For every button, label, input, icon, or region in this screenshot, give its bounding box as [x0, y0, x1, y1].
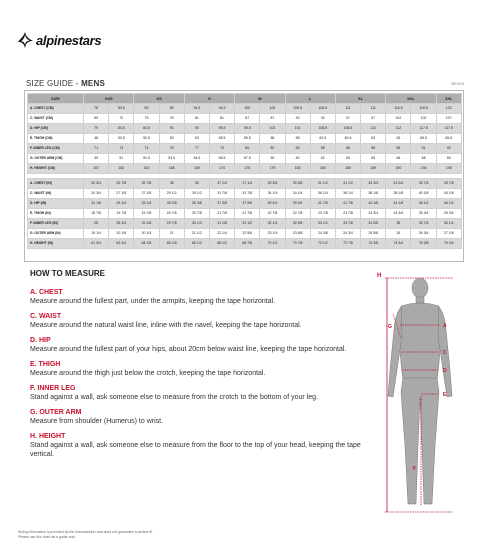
label-e: E	[443, 392, 447, 398]
table-cell: 65.5	[411, 134, 436, 144]
table-cell: 107	[436, 114, 461, 124]
table-cell: 29 1/2	[184, 189, 209, 199]
table-cell: 54.5	[184, 154, 209, 164]
table-cell: 35 3/8	[184, 199, 209, 209]
table-cell: 22 5/8	[235, 229, 260, 239]
table-cell: 46 1/4	[436, 199, 461, 209]
table-cell: 36 1/4	[310, 189, 335, 199]
table-cell: 22 7/8	[260, 209, 285, 219]
table-cell: 112	[361, 124, 386, 134]
table-cell: 45 7/8	[411, 179, 436, 189]
label-d: D	[443, 368, 447, 374]
size-column-header: SIZE	[28, 94, 84, 104]
table-cell: 44 1/8	[386, 199, 411, 209]
table-cell: 66	[386, 154, 411, 164]
table-cell: 41 7/8	[335, 199, 360, 209]
table-cell: 29 7/8	[159, 219, 184, 229]
table-cell: 195	[436, 164, 461, 174]
footer-disclaimer: Sizing information is provided by the manufacturer and does not guarantee a perfect fit.	[18, 530, 154, 534]
table-cell: 94.5	[209, 104, 234, 114]
table-cell: 36 1/4	[335, 189, 360, 199]
table-cell: 94.5	[184, 104, 209, 114]
measure-item	[30, 336, 370, 354]
table-cell: 85	[310, 144, 335, 154]
table-row	[28, 209, 462, 219]
measure-item	[30, 384, 370, 402]
table-cell: 179	[260, 164, 285, 174]
table-cell: 68 1/2	[209, 239, 234, 249]
table-cell: 84.5	[134, 124, 159, 134]
size-header-m: M	[235, 94, 285, 104]
table-cell: 87	[260, 114, 285, 124]
table-cell: 89	[386, 144, 411, 154]
table-cell: 168	[159, 164, 184, 174]
table-cell: 112	[386, 124, 411, 134]
row-label: E. THIGH (CM)	[28, 134, 84, 144]
table-cell: 174	[209, 164, 234, 174]
table-cell: 35	[386, 219, 411, 229]
table-cell: 101	[285, 124, 310, 134]
table-cell: 97	[361, 114, 386, 124]
table-cell: 157	[84, 164, 109, 174]
table-cell: 31 7/8	[235, 189, 260, 199]
size-table	[27, 93, 462, 249]
table-cell: 81	[184, 114, 209, 124]
table-cell: 39 3/8	[260, 179, 285, 189]
table-cell: 33 1/4	[109, 199, 134, 209]
table-cell: 105.5	[285, 104, 310, 114]
table-cell: 68 7/8	[235, 239, 260, 249]
table-cell: 21 7/8	[235, 209, 260, 219]
table-cell: 63 3/4	[109, 239, 134, 249]
table-cell: 31 7/8	[209, 189, 234, 199]
table-cell: 97	[335, 114, 360, 124]
table-cell: 36 1/4	[436, 219, 461, 229]
table-cell: 18 7/8	[84, 209, 109, 219]
measure-description: Stand against a wall, ask someone else to measure from the crotch to the bottom of your leg.	[30, 394, 318, 401]
table-cell: 40 1/8	[411, 189, 436, 199]
table-cell: 88	[361, 144, 386, 154]
table-cell: 89	[159, 104, 184, 114]
size-header-xs: XS	[134, 94, 184, 104]
table-cell: 106.5	[335, 124, 360, 134]
table-cell: 66 1/2	[184, 239, 209, 249]
table-cell: 37 5/8	[209, 199, 234, 209]
table-cell: 22 7/8	[285, 209, 310, 219]
table-cell: 25 3/4	[411, 209, 436, 219]
table-cell: 57.5	[235, 154, 260, 164]
table-cell: 41 1/2	[335, 179, 360, 189]
measure-item	[30, 360, 370, 378]
table-cell: 24 3/4	[386, 209, 411, 219]
table-row	[28, 144, 462, 154]
table-cell: 90	[159, 124, 184, 134]
table-cell: 21	[159, 229, 184, 239]
table-cell: 37 1/4	[235, 179, 260, 189]
table-cell: 100	[235, 104, 260, 114]
label-g: G	[388, 324, 392, 330]
size-header-xxs: XXS	[84, 94, 134, 104]
table-cell: 81	[209, 114, 234, 124]
size-header-3xl: 3XL	[436, 94, 461, 104]
table-cell: 19 7/8	[109, 209, 134, 219]
table-cell: 80	[235, 144, 260, 154]
table-cell: 92	[285, 114, 310, 124]
table-cell: 19 1/4	[84, 229, 109, 239]
table-cell: 39 3/4	[260, 199, 285, 209]
row-label: D. HIP (CM)	[28, 124, 84, 134]
table-row	[28, 124, 462, 134]
table-cell: 162	[109, 164, 134, 174]
table-cell: 58	[260, 134, 285, 144]
table-row	[28, 219, 462, 229]
table-cell: 78	[84, 104, 109, 114]
table-cell: 23 7/8	[310, 209, 335, 219]
table-cell: 75	[159, 114, 184, 124]
table-cell: 194	[411, 164, 436, 174]
table-cell: 84.5	[109, 124, 134, 134]
table-cell: 116.5	[386, 104, 411, 114]
label-c: C	[443, 350, 447, 356]
table-cell: 50.5	[109, 134, 134, 144]
table-cell: 102	[386, 114, 411, 124]
table-cell: 23 7/8	[335, 209, 360, 219]
table-cell: 74 3/4	[386, 239, 411, 249]
table-row	[28, 164, 462, 174]
table-cell: 63	[335, 154, 360, 164]
table-cell: 26 3/4	[411, 229, 436, 239]
table-cell: 92	[310, 114, 335, 124]
size-header-xxl: XXL	[386, 94, 436, 104]
body-measurement-figure	[373, 270, 463, 515]
row-label: F. INNER LEG (IN)	[28, 219, 84, 229]
table-cell: 55.5	[209, 134, 234, 144]
page-title	[26, 79, 105, 88]
table-row	[28, 104, 462, 114]
table-cell: 62	[310, 154, 335, 164]
row-label: D. HIP (IN)	[28, 199, 84, 209]
table-cell: 31 1/2	[235, 219, 260, 229]
table-cell: 63	[361, 134, 386, 144]
table-cell: 53	[159, 134, 184, 144]
table-cell: 20 7/8	[184, 209, 209, 219]
table-cell: 27 1/8	[436, 229, 461, 239]
table-row	[28, 179, 462, 189]
table-cell: 27 1/8	[134, 189, 159, 199]
table-cell: 23 5/8	[285, 229, 310, 239]
table-cell: 92	[436, 144, 461, 154]
table-cell: 34 5/8	[361, 219, 386, 229]
measure-description: Stand against a wall, ask someone else to measure from the floor to the top of your head, keeping the tape vertical.	[30, 442, 361, 458]
table-cell: 27 1/8	[109, 189, 134, 199]
table-cell: 83	[285, 144, 310, 154]
label-f: F	[413, 466, 417, 472]
table-cell: 24 3/4	[361, 209, 386, 219]
table-cell: 90	[184, 124, 209, 134]
table-cell: 56.5	[209, 154, 234, 164]
measure-description: Measure from shoulder (Humerus) to wrist.	[30, 418, 164, 425]
table-cell: 33 1/4	[134, 199, 159, 209]
row-label: A. CHEST (CM)	[28, 104, 84, 114]
brand-name: alpinestars	[36, 32, 102, 48]
table-cell: 60.5	[310, 134, 335, 144]
measure-heading: E. THIGH	[30, 361, 61, 368]
table-cell: 66 1/8	[159, 239, 184, 249]
table-cell: 116.5	[411, 104, 436, 114]
table-cell: 26	[386, 229, 411, 239]
table-cell: 169	[184, 164, 209, 174]
table-cell: 79	[84, 124, 109, 134]
table-header-row	[28, 94, 462, 104]
measure-heading: H. HEIGHT	[30, 433, 66, 440]
measure-heading: C. WAIST	[30, 313, 62, 320]
measure-item	[30, 432, 370, 459]
table-cell: 40 1/8	[436, 189, 461, 199]
table-cell: 117.5	[436, 124, 461, 134]
table-cell: 190	[386, 164, 411, 174]
table-cell: 51.5	[134, 154, 159, 164]
table-cell: 35 7/8	[411, 219, 436, 229]
table-row	[28, 154, 462, 164]
table-cell: 51	[109, 154, 134, 164]
table-cell: 117.5	[411, 124, 436, 134]
measure-heading: G. OUTER ARM	[30, 409, 82, 416]
measure-heading: D. HIP	[30, 337, 51, 344]
table-cell: 28	[84, 219, 109, 229]
measure-item	[30, 408, 370, 426]
table-cell: 33 1/2	[310, 219, 335, 229]
table-cell: 122	[436, 104, 461, 114]
revision-code: REV04	[451, 81, 464, 86]
table-cell: 72 1/2	[310, 239, 335, 249]
brand-logo	[16, 30, 101, 50]
row-label: G. OUTER ARM (CM)	[28, 154, 84, 164]
table-cell: 180	[285, 164, 310, 174]
label-h: H	[377, 273, 382, 279]
table-row	[28, 239, 462, 249]
row-label: A. CHEST (IN)	[28, 179, 84, 189]
row-label: F. INNER LEG (CM)	[28, 144, 84, 154]
table-cell: 71	[84, 144, 109, 154]
table-cell: 73	[109, 144, 134, 154]
table-cell: 46 1/4	[411, 199, 436, 209]
title-prefix: SIZE GUIDE -	[26, 79, 82, 88]
table-cell: 32 7/8	[134, 179, 159, 189]
table-cell: 65	[361, 154, 386, 164]
table-cell: 37 5/8	[235, 199, 260, 209]
table-cell: 74	[134, 144, 159, 154]
table-cell: 34 1/4	[285, 189, 310, 199]
table-cell: 105.5	[310, 104, 335, 114]
row-label: G. OUTER ARM (IN)	[28, 229, 84, 239]
table-cell: 184	[310, 164, 335, 174]
table-cell: 102	[411, 114, 436, 124]
table-cell: 22 1/4	[209, 229, 234, 239]
table-cell: 87	[235, 114, 260, 124]
table-cell: 24 3/8	[310, 229, 335, 239]
table-cell: 41 1/2	[310, 179, 335, 189]
table-cell: 70 7/8	[285, 239, 310, 249]
measure-item	[30, 288, 370, 306]
table-cell: 65.5	[436, 134, 461, 144]
table-cell: 20 1/8	[109, 229, 134, 239]
table-cell: 95.5	[235, 124, 260, 134]
table-cell: 76	[159, 144, 184, 154]
table-cell: 82	[260, 144, 285, 154]
table-cell: 44 1/8	[361, 199, 386, 209]
table-cell: 69	[84, 114, 109, 124]
table-cell: 79	[209, 144, 234, 154]
size-header-xl: XL	[335, 94, 385, 104]
table-cell: 72 7/8	[335, 239, 360, 249]
table-cell: 23 1/4	[260, 229, 285, 239]
table-cell: 21 7/8	[209, 209, 234, 219]
table-cell: 33 7/8	[335, 219, 360, 229]
table-row	[28, 189, 462, 199]
row-label: E. THIGH (IN)	[28, 209, 84, 219]
table-cell: 76 3/8	[411, 239, 436, 249]
table-cell: 70 1/2	[260, 239, 285, 249]
measure-description: Measure around the fullest part, under the armpits, keeping the tape horizontal.	[30, 298, 276, 305]
table-cell: 37 1/4	[209, 179, 234, 189]
measure-description: Measure around the natural waist line, inline with the navel, keeping the tape horizontal.	[30, 322, 302, 329]
table-cell: 29 1/2	[159, 189, 184, 199]
table-cell: 58	[285, 134, 310, 144]
size-header-l: L	[285, 94, 335, 104]
measure-heading: A. CHEST	[30, 289, 63, 296]
table-cell: 106.5	[310, 124, 335, 134]
table-cell: 68	[411, 154, 436, 164]
table-cell: 72	[109, 114, 134, 124]
table-cell: 35 3/8	[159, 199, 184, 209]
table-cell: 41 7/8	[310, 199, 335, 209]
table-cell: 55.5	[235, 134, 260, 144]
table-cell: 61 3/4	[84, 239, 109, 249]
table-row	[28, 134, 462, 144]
table-row	[28, 199, 462, 209]
table-cell: 31 1/8	[209, 219, 234, 229]
table-cell: 91	[411, 144, 436, 154]
table-cell: 189	[361, 164, 386, 174]
row-label: H. HEIGHT (IN)	[28, 239, 84, 249]
table-cell: 111	[335, 104, 360, 114]
table-cell: 64 1/8	[134, 239, 159, 249]
table-cell: 89	[134, 104, 159, 114]
table-cell: 30 1/4	[184, 219, 209, 229]
table-cell: 30 3/4	[84, 179, 109, 189]
table-cell: 20 7/8	[159, 209, 184, 219]
table-cell: 32 5/8	[285, 219, 310, 229]
row-label: C. WAIST (IN)	[28, 189, 84, 199]
table-cell: 49	[84, 154, 109, 164]
table-cell: 35	[159, 179, 184, 189]
table-cell: 38 1/8	[386, 189, 411, 199]
table-cell: 60	[285, 154, 310, 164]
table-cell: 100	[260, 104, 285, 114]
row-label: H. HEIGHT (CM)	[28, 164, 84, 174]
table-cell: 35	[184, 179, 209, 189]
table-cell: 19 7/8	[134, 209, 159, 219]
table-cell: 43 3/4	[361, 179, 386, 189]
table-cell: 21 1/2	[184, 229, 209, 239]
table-cell: 39 3/8	[285, 179, 310, 189]
table-cell: 185	[335, 164, 360, 174]
table-cell: 25 3/4	[436, 209, 461, 219]
table-cell: 53	[184, 134, 209, 144]
table-cell: 25 5/8	[361, 229, 386, 239]
table-cell: 28 3/4	[109, 219, 134, 229]
table-cell: 95.5	[209, 124, 234, 134]
title-gender: MENS	[81, 79, 105, 88]
table-cell: 75	[134, 114, 159, 124]
table-cell: 53.5	[159, 154, 184, 164]
table-cell: 60.5	[335, 134, 360, 144]
table-cell: 20 1/4	[134, 229, 159, 239]
table-cell: 111	[361, 104, 386, 114]
row-label: C. WAIST (CM)	[28, 114, 84, 124]
alpinestars-star-icon	[16, 31, 34, 49]
table-row	[28, 114, 462, 124]
table-cell: 50.5	[134, 134, 159, 144]
table-cell: 101	[260, 124, 285, 134]
label-a: A	[443, 323, 447, 329]
table-cell: 32 7/8	[109, 179, 134, 189]
table-cell: 32 1/4	[260, 219, 285, 229]
table-cell: 38 1/8	[361, 189, 386, 199]
table-cell: 24 3/4	[335, 229, 360, 239]
table-cell: 59	[260, 154, 285, 164]
measure-item	[30, 312, 370, 330]
table-cell: 86	[335, 144, 360, 154]
table-cell: 34 1/4	[260, 189, 285, 199]
table-row	[28, 229, 462, 239]
measure-heading: F. INNER LEG	[30, 385, 76, 392]
table-cell: 83.5	[109, 104, 134, 114]
table-cell: 69	[436, 154, 461, 164]
size-header-s: S	[184, 94, 234, 104]
measure-description: Measure around the thigh just below the crotch, keeping the tape horizontal.	[30, 370, 266, 377]
table-cell: 31 1/8	[84, 199, 109, 209]
table-cell: 175	[235, 164, 260, 174]
table-cell: 39 3/4	[285, 199, 310, 209]
table-cell: 76 3/4	[436, 239, 461, 249]
table-cell: 45 7/8	[436, 179, 461, 189]
table-cell: 74 3/8	[361, 239, 386, 249]
footer-guide-note: Please use this chart as a guide only.	[18, 535, 76, 539]
table-cell: 43 3/4	[386, 179, 411, 189]
table-cell: 24 3/4	[84, 189, 109, 199]
how-to-measure-heading: HOW TO MEASURE	[30, 269, 105, 278]
measure-description: Measure around the fullest part of your hips, about 20cm below waist line, keeping the tape horizontal.	[30, 346, 347, 353]
table-cell: 77	[184, 144, 209, 154]
table-cell: 29 1/8	[134, 219, 159, 229]
table-cell: 63	[386, 134, 411, 144]
table-cell: 163	[134, 164, 159, 174]
table-cell: 48	[84, 134, 109, 144]
